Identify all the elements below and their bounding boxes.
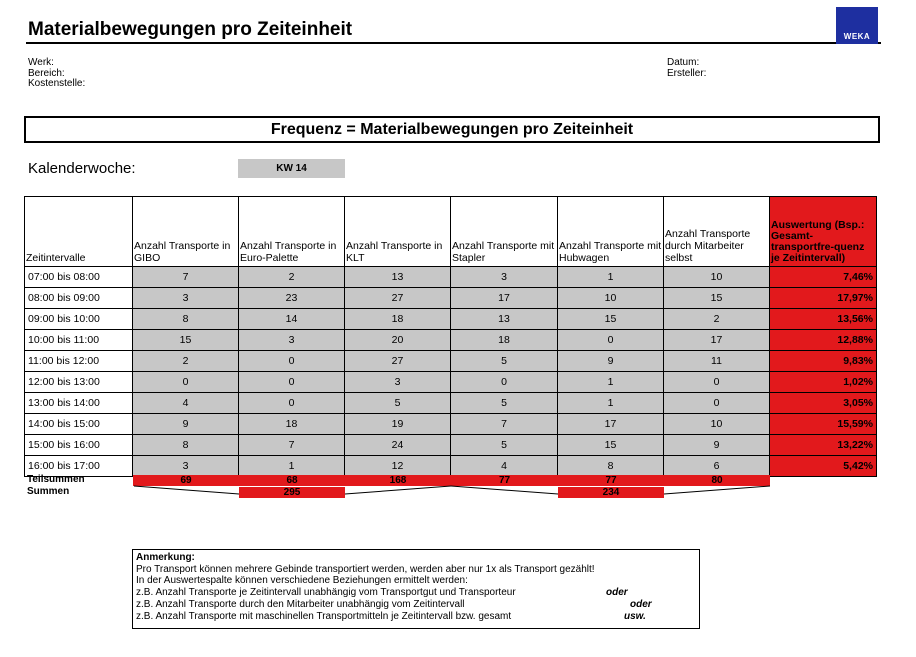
- anmerkung-box: [132, 549, 700, 629]
- note-line-3: [136, 587, 696, 599]
- auswertung-cell: 1,02%: [770, 372, 877, 393]
- interval-cell: 12:00 bis 13:00: [25, 372, 133, 393]
- table-row: [25, 435, 877, 456]
- note-title: Anmerkung:: [136, 552, 195, 563]
- value-cell[interactable]: 5: [451, 393, 558, 414]
- interval-cell: 14:00 bis 15:00: [25, 414, 133, 435]
- table-row: [25, 309, 877, 330]
- auswertung-cell: 17,97%: [770, 288, 877, 309]
- auswertung-cell: 15,59%: [770, 414, 877, 435]
- note-line-4-em: oder: [630, 598, 652, 610]
- interval-cell: 10:00 bis 11:00: [25, 330, 133, 351]
- value-cell[interactable]: 3: [451, 267, 558, 288]
- value-cell[interactable]: 10: [558, 288, 664, 309]
- value-cell[interactable]: 0: [664, 393, 770, 414]
- value-cell[interactable]: 4: [133, 393, 239, 414]
- value-cell[interactable]: 5: [451, 351, 558, 372]
- value-cell[interactable]: 23: [239, 288, 345, 309]
- interval-cell: 08:00 bis 09:00: [25, 288, 133, 309]
- value-cell[interactable]: 12: [345, 456, 451, 477]
- interval-cell: 11:00 bis 12:00: [25, 351, 133, 372]
- value-cell[interactable]: 15: [558, 309, 664, 330]
- table-row: [25, 393, 877, 414]
- table-row: [25, 456, 877, 477]
- value-cell[interactable]: 0: [451, 372, 558, 393]
- header-gibo: Anzahl Transporte in GIBO: [133, 197, 239, 267]
- teilsumme-euro-palette: 68: [239, 475, 345, 486]
- note-line-4: [136, 599, 696, 611]
- value-cell[interactable]: 17: [451, 288, 558, 309]
- table-row: [25, 351, 877, 372]
- summen-label: Summen: [27, 486, 70, 497]
- table-row: [25, 414, 877, 435]
- value-cell[interactable]: 9: [664, 435, 770, 456]
- header-auswertung: Auswertung (Bsp.: Gesamt-transportfre-quenz je Zeitintervall): [770, 197, 877, 267]
- value-cell[interactable]: 20: [345, 330, 451, 351]
- value-cell[interactable]: 18: [239, 414, 345, 435]
- teilsumme-stapler: 77: [451, 475, 558, 486]
- value-cell[interactable]: 14: [239, 309, 345, 330]
- teilsumme-mitarbeiter: 80: [664, 475, 770, 486]
- value-cell[interactable]: 9: [558, 351, 664, 372]
- value-cell[interactable]: 8: [133, 309, 239, 330]
- auswertung-cell: 13,56%: [770, 309, 877, 330]
- note-line-1: Pro Transport können mehrere Gebinde transportiert werden, werden aber nur 1x als Transport gezählt!: [136, 563, 595, 575]
- value-cell[interactable]: 5: [345, 393, 451, 414]
- interval-cell: 07:00 bis 08:00: [25, 267, 133, 288]
- interval-cell: 15:00 bis 16:00: [25, 435, 133, 456]
- value-cell[interactable]: 18: [345, 309, 451, 330]
- meta-right: [667, 58, 706, 79]
- value-cell[interactable]: 7: [239, 435, 345, 456]
- value-cell[interactable]: 8: [558, 456, 664, 477]
- auswertung-cell: 7,46%: [770, 267, 877, 288]
- value-cell[interactable]: 7: [133, 267, 239, 288]
- value-cell[interactable]: 13: [451, 309, 558, 330]
- value-cell[interactable]: 0: [239, 372, 345, 393]
- note-line-5-text: z.B. Anzahl Transporte mit maschinellen Transportmitteln je Zeitintervall bzw. gesamt: [136, 610, 512, 622]
- value-cell[interactable]: 17: [558, 414, 664, 435]
- weka-logo: WEKA: [836, 7, 878, 44]
- teilsumme-klt: 168: [345, 475, 451, 486]
- teilsumme-gibo: 69: [133, 475, 239, 486]
- value-cell[interactable]: 0: [239, 351, 345, 372]
- value-cell[interactable]: 7: [451, 414, 558, 435]
- value-cell[interactable]: 3: [345, 372, 451, 393]
- auswertung-cell: 13,22%: [770, 435, 877, 456]
- value-cell[interactable]: 2: [133, 351, 239, 372]
- value-cell[interactable]: 17: [664, 330, 770, 351]
- value-cell[interactable]: 1: [239, 456, 345, 477]
- frequency-banner: Frequenz = Materialbewegungen pro Zeiteinheit: [24, 116, 880, 143]
- page-title: Materialbewegungen pro Zeiteinheit: [28, 19, 353, 40]
- value-cell[interactable]: 27: [345, 288, 451, 309]
- header-euro-palette: Anzahl Transporte in Euro-Palette: [239, 197, 345, 267]
- auswertung-cell: 9,83%: [770, 351, 877, 372]
- table-row: [25, 288, 877, 309]
- sum-brackets: [130, 484, 775, 500]
- value-cell[interactable]: 1: [558, 372, 664, 393]
- value-cell[interactable]: 2: [239, 267, 345, 288]
- auswertung-cell: 5,42%: [770, 456, 877, 477]
- value-cell[interactable]: 0: [239, 393, 345, 414]
- value-cell[interactable]: 2: [664, 309, 770, 330]
- note-line-2: In der Auswertespalte können verschiedene Beziehungen ermittelt werden:: [136, 575, 468, 587]
- value-cell[interactable]: 9: [133, 414, 239, 435]
- value-cell[interactable]: 27: [345, 351, 451, 372]
- value-cell[interactable]: 15: [664, 288, 770, 309]
- kalenderwoche-field[interactable]: KW 14: [238, 159, 345, 178]
- bereich-label: Bereich:: [28, 67, 65, 79]
- value-cell[interactable]: 3: [133, 288, 239, 309]
- value-cell[interactable]: 15: [133, 330, 239, 351]
- header-mitarbeiter: Anzahl Transporte durch Mitarbeiter selbst: [664, 197, 770, 267]
- note-line-4-text: z.B. Anzahl Transporte durch den Mitarbeiter unabhängig vom Zeitintervall: [136, 598, 465, 610]
- value-cell[interactable]: 13: [345, 267, 451, 288]
- auswertung-cell: 3,05%: [770, 393, 877, 414]
- auswertung-cell: 12,88%: [770, 330, 877, 351]
- teilsummen-label: Teilsummen: [27, 474, 85, 485]
- werk-label: Werk:: [28, 57, 54, 68]
- interval-cell: 09:00 bis 10:00: [25, 309, 133, 330]
- summe-transportmittel: 234: [558, 487, 664, 498]
- table-row: [25, 330, 877, 351]
- datum-label: Datum:: [667, 57, 700, 68]
- value-cell[interactable]: 0: [664, 372, 770, 393]
- note-line-5-em: usw.: [624, 610, 646, 622]
- value-cell[interactable]: 10: [664, 414, 770, 435]
- table-row: [25, 372, 877, 393]
- value-cell[interactable]: 8: [133, 435, 239, 456]
- transport-table: [24, 196, 877, 477]
- value-cell[interactable]: 11: [664, 351, 770, 372]
- ersteller-label: Ersteller:: [667, 67, 707, 79]
- note-line-3-text: z.B. Anzahl Transporte je Zeitintervall unabhängig vom Transportgut und Transporteur: [136, 587, 516, 599]
- header-zeitintervalle: Zeitintervalle: [25, 197, 133, 267]
- interval-cell: 13:00 bis 14:00: [25, 393, 133, 414]
- table-header-row: [25, 197, 877, 267]
- summe-behaelter: 295: [239, 487, 345, 498]
- value-cell[interactable]: 18: [451, 330, 558, 351]
- value-cell[interactable]: 3: [239, 330, 345, 351]
- value-cell[interactable]: 3: [133, 456, 239, 477]
- value-cell[interactable]: 4: [451, 456, 558, 477]
- value-cell[interactable]: 10: [664, 267, 770, 288]
- header-hubwagen: Anzahl Transporte mit Hubwagen: [558, 197, 664, 267]
- meta-left: [28, 58, 85, 90]
- value-cell[interactable]: 0: [558, 330, 664, 351]
- value-cell[interactable]: 1: [558, 267, 664, 288]
- value-cell[interactable]: 0: [133, 372, 239, 393]
- note-line-3-em: oder: [606, 587, 628, 599]
- note-line-5: [136, 611, 696, 623]
- value-cell[interactable]: 15: [558, 435, 664, 456]
- kalenderwoche-label: Kalenderwoche:: [28, 160, 136, 177]
- header-stapler: Anzahl Transporte mit Stapler: [451, 197, 558, 267]
- value-cell[interactable]: 19: [345, 414, 451, 435]
- header-klt: Anzahl Transporte in KLT: [345, 197, 451, 267]
- value-cell[interactable]: 5: [451, 435, 558, 456]
- value-cell[interactable]: 1: [558, 393, 664, 414]
- value-cell[interactable]: 6: [664, 456, 770, 477]
- teilsumme-hubwagen: 77: [558, 475, 664, 486]
- interval-cell: 16:00 bis 17:00: [25, 456, 133, 477]
- title-underline: [26, 42, 881, 44]
- table-row: [25, 267, 877, 288]
- kostenstelle-label: Kostenstelle:: [28, 78, 86, 89]
- value-cell[interactable]: 24: [345, 435, 451, 456]
